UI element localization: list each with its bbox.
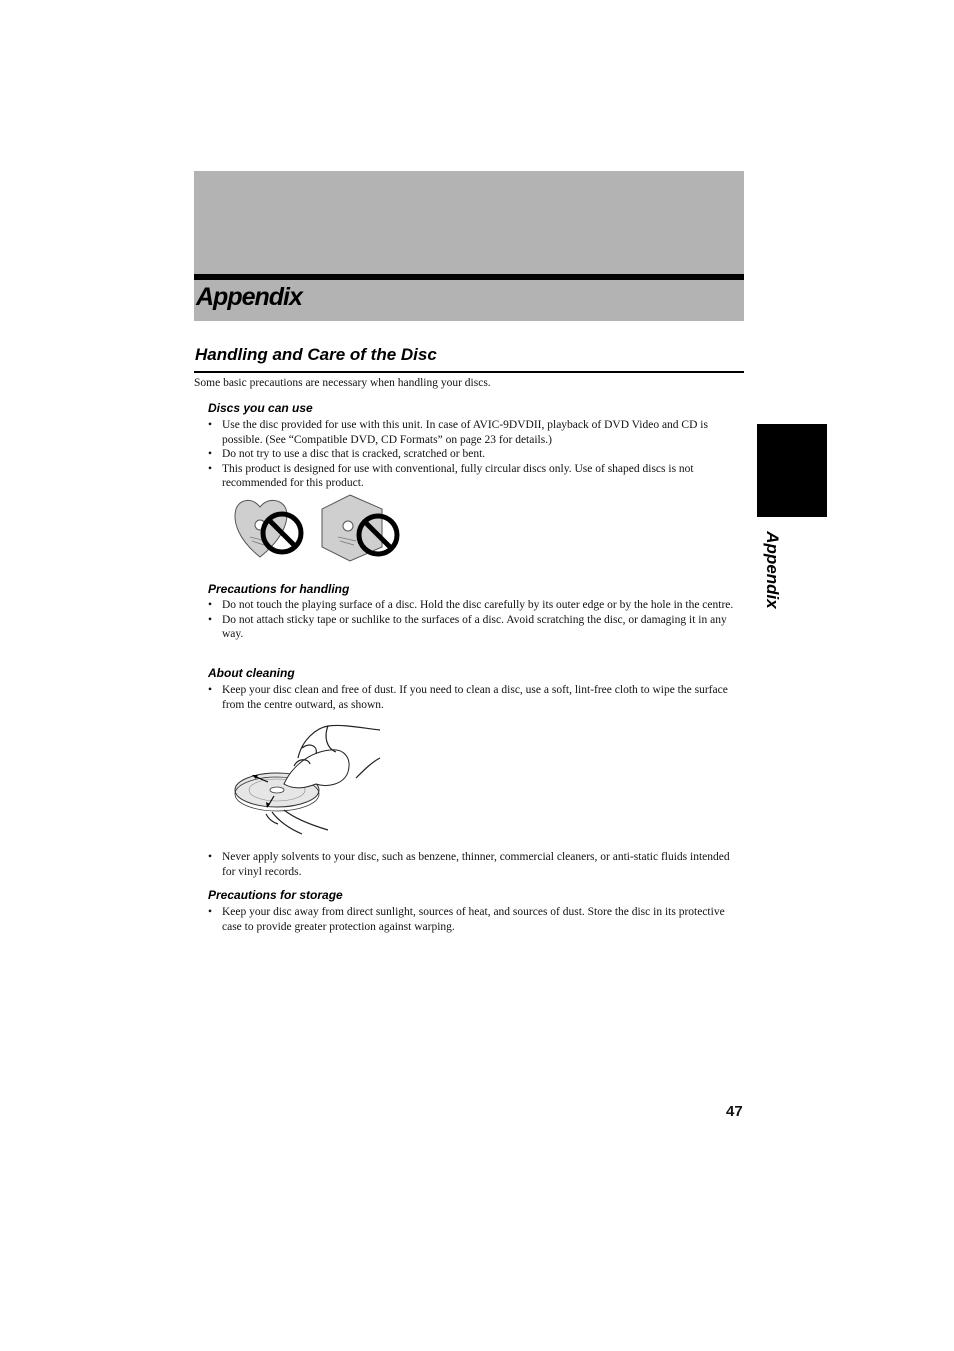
- side-tab-label: Appendix: [763, 531, 782, 609]
- list-item: • Do not touch the playing surface of a disc. Hold the disc carefully by its outer edge or by the hole in the centre.: [208, 598, 744, 613]
- list-item: • Do not attach sticky tape or suchlike to the surfaces of a disc. Avoid scratching the disc, or damaging it in any way.: [208, 613, 744, 642]
- cloth-icon: [284, 750, 349, 788]
- section-rule: [194, 371, 744, 373]
- list-item: • Never apply solvents to your disc, such as benzene, thinner, commercial cleaners, or anti-static fluids intended for vinyl records.: [208, 850, 744, 879]
- list-item: • Keep your disc away from direct sunlight, sources of heat, and sources of dust. Store the disc in its protective case to provide greater protection against warping.: [208, 905, 744, 934]
- side-tab: [757, 424, 827, 517]
- page-number: 47: [726, 1103, 743, 1120]
- list-item: • This product is designed for use with conventional, fully circular discs only. Use of shaped discs is not recommended for this product.: [208, 462, 744, 491]
- section-title: Handling and Care of the Disc: [195, 345, 437, 364]
- shaped-disc-prohibited-illustration: [230, 493, 405, 565]
- intro-text: Some basic precautions are necessary when handling your discs.: [194, 377, 491, 389]
- about-cleaning-list: [208, 683, 744, 712]
- chapter-title: Appendix: [196, 283, 302, 311]
- list-item: • Do not try to use a disc that is cracked, scratched or bent.: [208, 447, 744, 462]
- hand-icon: [266, 810, 328, 834]
- list-item: • Use the disc provided for use with this unit. In case of AVIC-9DVDII, playback of DVD Video and CD is possible. (See “Compatible DVD, CD Formats” on page 23 for details.): [208, 418, 744, 447]
- banner-rule: [194, 274, 744, 280]
- precautions-handling-list: [208, 598, 744, 642]
- disc-cleaning-illustration: [232, 718, 384, 840]
- about-cleaning-list-continued: [208, 850, 744, 879]
- list-item: • Keep your disc clean and free of dust. If you need to clean a disc, use a soft, lint-free cloth to wipe the surface from the centre outward, as shown.: [208, 683, 744, 712]
- subheading-precautions-handling: Precautions for handling: [208, 582, 350, 596]
- subheading-discs-you-can-use: Discs you can use: [208, 401, 313, 415]
- subheading-about-cleaning: About cleaning: [208, 666, 295, 680]
- precautions-storage-list: [208, 905, 744, 934]
- discs-you-can-use-list: [208, 418, 744, 491]
- chapter-banner: [194, 171, 744, 321]
- subheading-precautions-storage: Precautions for storage: [208, 888, 343, 902]
